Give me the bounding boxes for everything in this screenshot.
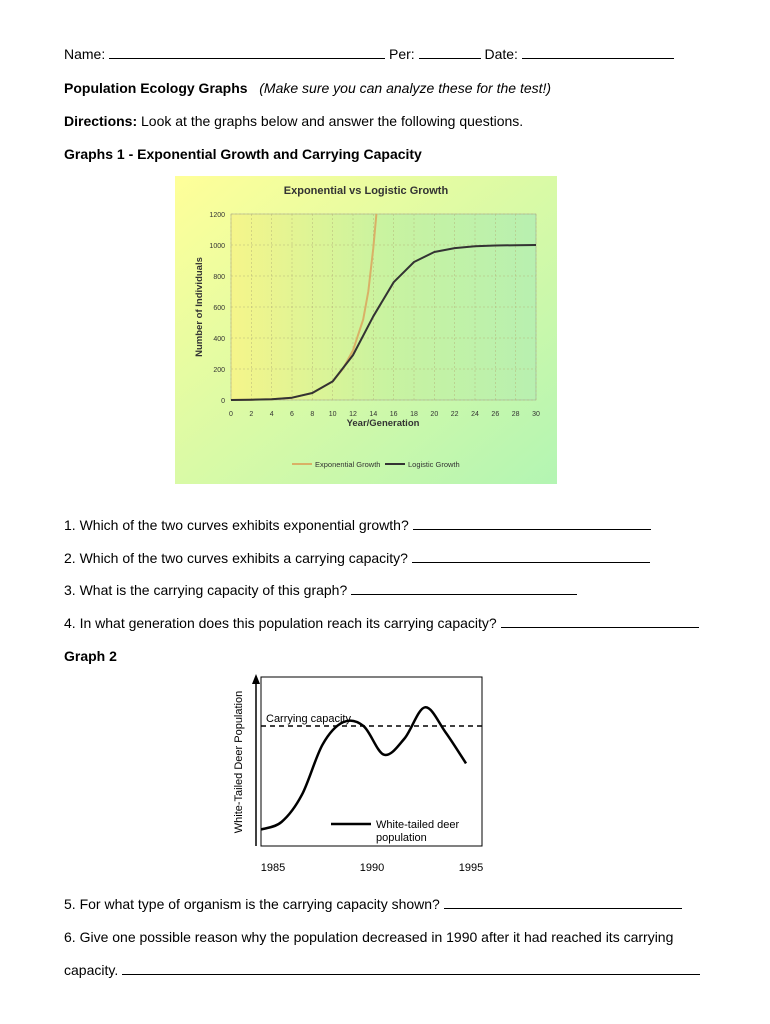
chart1-xtick-label: 0 [229, 411, 233, 418]
chart1-ytick-label: 400 [213, 336, 225, 343]
per-label: Per: [389, 46, 415, 62]
deer-population-chart [228, 672, 490, 880]
chart1-xtick-label: 14 [369, 411, 378, 418]
chart1-xtick-label: 16 [389, 411, 398, 418]
directions [64, 113, 523, 129]
chart1-ytick-label: 0 [221, 398, 225, 405]
chart1-title: Exponential vs Logistic Growth [283, 185, 449, 197]
chart2-y-axis-arrow [252, 674, 260, 684]
section2-heading: Graph 2 [64, 648, 117, 664]
chart1-xtick-label: 12 [349, 411, 357, 418]
chart2-legend-label-line2: population [376, 832, 427, 844]
chart1-xtick-label: 26 [491, 411, 500, 418]
per-blank[interactable] [419, 46, 481, 59]
question-2-text: 2. Which of the two curves exhibits a carrying capacity? [64, 550, 408, 566]
question-1 [64, 517, 651, 533]
chart2-xtick-1985: 1985 [260, 862, 286, 874]
question-3-text: 3. What is the carrying capacity of this graph? [64, 582, 348, 598]
date-label: Date: [484, 46, 518, 62]
section1-heading: Graphs 1 - Exponential Growth and Carrying Capacity [64, 146, 422, 162]
question-3 [64, 582, 577, 598]
directions-text: Look at the graphs below and answer the following questions. [141, 113, 524, 129]
question-2 [64, 550, 650, 566]
chart1-xtick-label: 6 [290, 411, 294, 418]
question-1-text: 1. Which of the two curves exhibits exponential growth? [64, 517, 409, 533]
answer-4-blank[interactable] [501, 615, 699, 628]
chart1-xtick-label: 24 [471, 411, 479, 418]
question-5-text: 5. For what type of organism is the carrying capacity shown? [64, 896, 440, 912]
answer-2-blank[interactable] [412, 550, 650, 563]
question-6-text: 6. Give one possible reason why the population decreased in 1990 after it had reached its carrying [64, 929, 674, 945]
carrying-capacity-label: Carrying capacity [266, 713, 351, 725]
chart1-ytick-label: 800 [213, 274, 225, 281]
answer-5-blank[interactable] [444, 896, 682, 909]
chart1-xtick-label: 18 [410, 411, 418, 418]
chart1-xtick-label: 8 [310, 411, 315, 418]
legend-label-logistic: Logistic Growth [408, 460, 460, 469]
chart2-xtick-1995: 1995 [458, 862, 484, 874]
name-label: Name: [64, 46, 106, 62]
chart1-xlabel: Year/Generation [346, 418, 420, 429]
chart1-ylabel: Number of Individuals [194, 257, 205, 357]
question-6 [64, 929, 673, 945]
page-title [64, 80, 551, 96]
date-blank[interactable] [522, 46, 674, 59]
chart1-xtick-label: 20 [430, 411, 439, 418]
chart1-ytick-label: 200 [213, 367, 225, 374]
question-5 [64, 896, 682, 912]
title-main: Population Ecology Graphs [64, 80, 248, 96]
directions-label: Directions: [64, 113, 138, 129]
answer-1-blank[interactable] [413, 517, 651, 530]
chart1-ytick-label: 1200 [209, 212, 225, 219]
chart1-xtick-label: 4 [269, 411, 274, 418]
chart2-legend-label-line1: White-tailed deer [376, 819, 460, 831]
answer-6-blank[interactable] [122, 962, 700, 975]
chart1-xtick-label: 2 [249, 411, 254, 418]
chart1-xtick-label: 28 [511, 411, 520, 418]
chart1-legend [292, 460, 460, 469]
chart2-xtick-1990: 1990 [359, 862, 385, 874]
chart2-ylabel: White-Tailed Deer Population [233, 690, 245, 834]
legend-label-exponential: Exponential Growth [315, 460, 381, 469]
question-6-continued [64, 962, 700, 978]
answer-3-blank[interactable] [351, 582, 577, 595]
header-line [64, 46, 674, 62]
question-4 [64, 615, 699, 631]
chart1-xtick-label: 30 [532, 411, 540, 418]
question-4-text: 4. In what generation does this population reach its carrying capacity? [64, 615, 497, 631]
title-note: (Make sure you can analyze these for the test!) [259, 80, 552, 96]
chart1-ytick-label: 600 [213, 305, 225, 312]
exponential-vs-logistic-chart [175, 176, 557, 484]
chart1-xtick-label: 10 [328, 411, 337, 418]
chart1-xtick-label: 22 [450, 411, 459, 418]
name-blank[interactable] [109, 46, 385, 59]
chart1-ytick-label: 1000 [209, 243, 225, 250]
question-6-cont-text: capacity. [64, 962, 119, 978]
